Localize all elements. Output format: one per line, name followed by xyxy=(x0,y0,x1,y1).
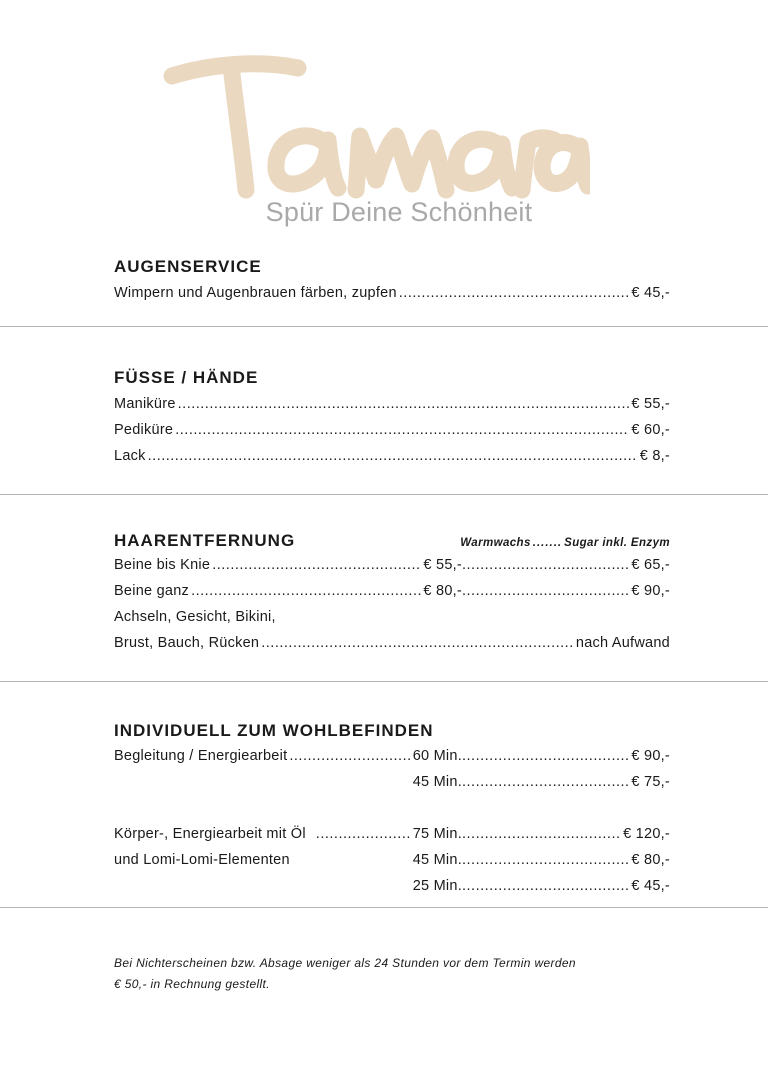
section-divider xyxy=(0,494,768,495)
label-duration-column xyxy=(114,748,462,764)
service-price: € 60,- xyxy=(631,422,670,438)
dot-leader xyxy=(175,422,629,438)
label-duration-column xyxy=(114,774,462,790)
dot-leader xyxy=(462,852,629,868)
dot-leader xyxy=(462,583,629,599)
service-label: Achseln, Gesicht, Bikini, xyxy=(114,609,276,625)
sugar-column xyxy=(462,557,670,573)
note-line: € 50,- in Rechnung gestellt. xyxy=(114,977,270,991)
price-row xyxy=(114,748,670,774)
section-fuesse-haende xyxy=(114,368,670,474)
dot-leader xyxy=(462,878,629,894)
sugar-price: € 90,- xyxy=(631,583,670,599)
price-row xyxy=(114,422,670,448)
price-row xyxy=(114,396,670,422)
section-augenservice xyxy=(114,257,670,311)
price-row xyxy=(114,878,670,904)
section-title: HAARENTFERNUNG xyxy=(114,531,296,550)
price-row xyxy=(114,583,670,609)
service-price: € 8,- xyxy=(639,448,670,464)
cancellation-note xyxy=(114,953,674,995)
section-title: AUGENSERVICE xyxy=(114,257,262,276)
column-header-separator: ....... xyxy=(532,537,563,549)
section-divider xyxy=(0,681,768,682)
section-title: FÜSSE / HÄNDE xyxy=(114,368,259,387)
price-row xyxy=(114,852,670,878)
sugar-price: € 65,- xyxy=(631,557,670,573)
service-label: Lack xyxy=(114,448,146,464)
dot-leader xyxy=(399,285,630,301)
dot-leader xyxy=(462,748,629,764)
price-column xyxy=(462,826,670,842)
price-column xyxy=(462,748,670,764)
price-row xyxy=(114,635,670,661)
brand-logo xyxy=(150,40,590,210)
note-line: Bei Nichterscheinen bzw. Absage weniger als 24 Stunden vor dem Termin werden xyxy=(114,956,576,970)
warmwachs-column xyxy=(114,583,462,599)
price-row xyxy=(114,285,670,311)
tagline: Spür Deine Schönheit xyxy=(265,197,533,227)
service-label: Begleitung / Energiearbeit xyxy=(114,748,288,764)
service-label: Körper-, Energiearbeit mit Öl xyxy=(114,826,306,842)
service-label: Beine bis Knie xyxy=(114,557,211,573)
column-header-sugar: Sugar inkl. Enzym xyxy=(564,537,670,549)
dot-leader xyxy=(462,826,621,842)
section-individuell xyxy=(114,721,670,904)
price-row-label-only xyxy=(114,609,670,635)
service-price: nach Aufwand xyxy=(575,635,670,651)
dot-leader xyxy=(462,557,629,573)
price-row xyxy=(114,774,670,800)
dot-leader xyxy=(212,557,421,573)
section-divider xyxy=(0,326,768,327)
column-header-warmwachs: Warmwachs xyxy=(460,537,531,549)
service-price: € 45,- xyxy=(631,285,670,301)
warmwachs-column xyxy=(114,557,462,573)
service-label: Brust, Bauch, Rücken xyxy=(114,635,260,651)
duration: 60 Min. xyxy=(412,748,462,764)
dot-leader xyxy=(191,583,421,599)
price-row xyxy=(114,448,670,474)
service-label: Pediküre xyxy=(114,422,174,438)
service-label: Wimpern und Augenbrauen färben, zupfen xyxy=(114,285,397,301)
service-price: € 45,- xyxy=(631,878,670,894)
dot-leader xyxy=(148,448,638,464)
section-divider xyxy=(0,907,768,908)
label-duration-column xyxy=(114,878,462,894)
section-haarentfernung xyxy=(114,531,670,661)
duration: 45 Min. xyxy=(412,774,462,790)
price-column xyxy=(462,774,670,790)
duration: 75 Min. xyxy=(412,826,462,842)
price-column xyxy=(462,878,670,894)
price-row xyxy=(114,557,670,583)
section-title: INDIVIDUELL ZUM WOHLBEFINDEN xyxy=(114,721,434,740)
label-duration-column xyxy=(114,826,462,842)
service-label: Beine ganz xyxy=(114,583,190,599)
service-label: Maniküre xyxy=(114,396,176,412)
service-price: € 90,- xyxy=(631,748,670,764)
duration: 25 Min. xyxy=(412,878,462,894)
service-label: und Lomi-Lomi-Elementen xyxy=(114,852,290,868)
dot-leader xyxy=(289,748,410,764)
price-row xyxy=(114,826,670,852)
price-column xyxy=(462,852,670,868)
warmwachs-price: € 55,- xyxy=(423,557,462,573)
tamara-logo-artwork xyxy=(150,40,590,210)
section-header-row xyxy=(114,531,670,553)
dot-leader xyxy=(178,396,630,412)
sugar-column xyxy=(462,583,670,599)
dot-leader xyxy=(462,774,629,790)
service-price: € 75,- xyxy=(631,774,670,790)
service-price: € 120,- xyxy=(623,826,670,842)
label-duration-column xyxy=(114,852,462,868)
dot-leader xyxy=(261,635,574,651)
service-price: € 55,- xyxy=(631,396,670,412)
duration: 45 Min. xyxy=(412,852,462,868)
dot-leader xyxy=(316,826,411,842)
warmwachs-price: € 80,- xyxy=(423,583,462,599)
service-price: € 80,- xyxy=(631,852,670,868)
